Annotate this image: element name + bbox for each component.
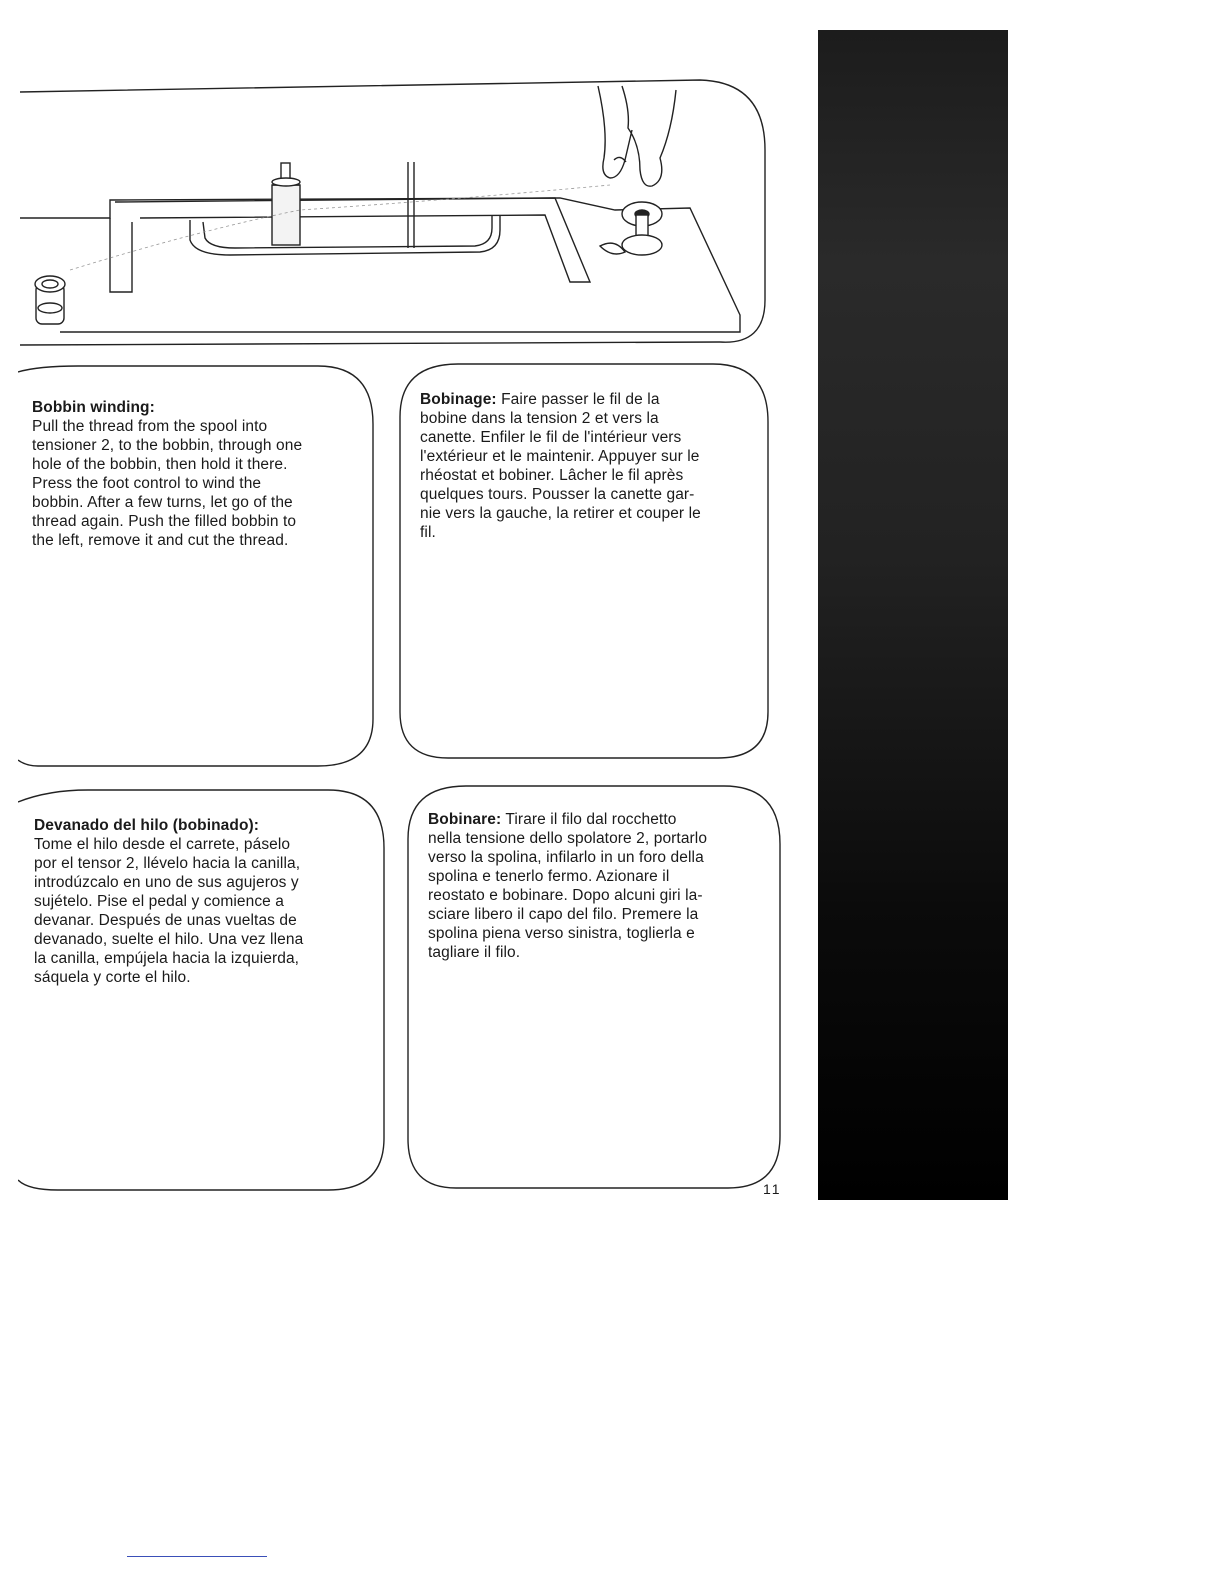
english-line: thread again. Push the filled bobbin to [32, 513, 297, 530]
spanish-title: Devanado del hilo (bobinado): [34, 817, 260, 834]
spanish-line: por el tensor 2, llévelo hacia la canilla, [34, 855, 301, 872]
french-line: l'extérieur et le maintenir. Appuyer sur le [420, 448, 700, 465]
spanish-line: introdúzcalo en uno de sus agujeros y [34, 874, 299, 891]
spanish-line: devanado, suelte el hilo. Una vez llena [34, 931, 304, 948]
english-line: bobbin. After a few turns, let go of the [32, 494, 293, 511]
spanish-line: devanar. Después de unas vueltas de [34, 912, 297, 929]
spanish-line: la canilla, empújela hacia la izquierda, [34, 950, 300, 967]
italian-first-line: Tirare il filo dal rocchetto [505, 811, 677, 828]
english-line: tensioner 2, to the bobbin, through one [32, 437, 303, 454]
french-line: quelques tours. Pousser la canette gar- [420, 486, 695, 503]
italian-line: spolina piena verso sinistra, toglierla e [428, 925, 695, 942]
spanish-line: sáquela y corte el hilo. [34, 969, 191, 986]
english-line: hole of the bobbin, then hold it there. [32, 456, 288, 473]
french-first-line: Faire passer le fil de la [501, 391, 660, 408]
page-number: 11 [763, 1181, 782, 1197]
italian-line: verso la spolina, infilarlo in un foro della [428, 849, 704, 866]
french-title: Bobinage: [420, 391, 497, 408]
english-line: Press the foot control to wind the [32, 475, 262, 492]
italian-line: tagliare il filo. [428, 944, 521, 961]
italian-section [406, 784, 786, 1192]
bobbin-winding-illustration [0, 70, 770, 360]
french-line: fil. [420, 524, 436, 541]
english-line: the left, remove it and cut the thread. [32, 532, 289, 549]
footer-divider [127, 1556, 267, 1557]
spanish-section [18, 788, 390, 1193]
italian-line: nella tensione dello spolatore 2, portarlo [428, 830, 708, 847]
french-line: nie vers la gauche, la retirer et couper le [420, 505, 701, 522]
french-line: canette. Enfiler le fil de l'intérieur vers [420, 429, 682, 446]
french-line: bobine dans la tension 2 et vers la [420, 410, 659, 427]
french-line: rhéostat et bobiner. Lâcher le fil après [420, 467, 684, 484]
french-section [398, 362, 773, 760]
english-title: Bobbin winding: [32, 399, 155, 416]
italian-line: sciare libero il capo del filo. Premere la [428, 906, 699, 923]
english-section [18, 364, 378, 769]
italian-line: reostato e bobinare. Dopo alcuni giri la- [428, 887, 703, 904]
italian-line: spolina e tenerlo fermo. Azionare il [428, 868, 670, 885]
italian-title: Bobinare: [428, 811, 502, 828]
english-line: Pull the thread from the spool into [32, 418, 268, 435]
dark-side-band [818, 30, 1008, 1200]
spanish-line: sujételo. Pise el pedal y comience a [34, 893, 285, 910]
spanish-line: Tome el hilo desde el carrete, páselo [34, 836, 291, 853]
